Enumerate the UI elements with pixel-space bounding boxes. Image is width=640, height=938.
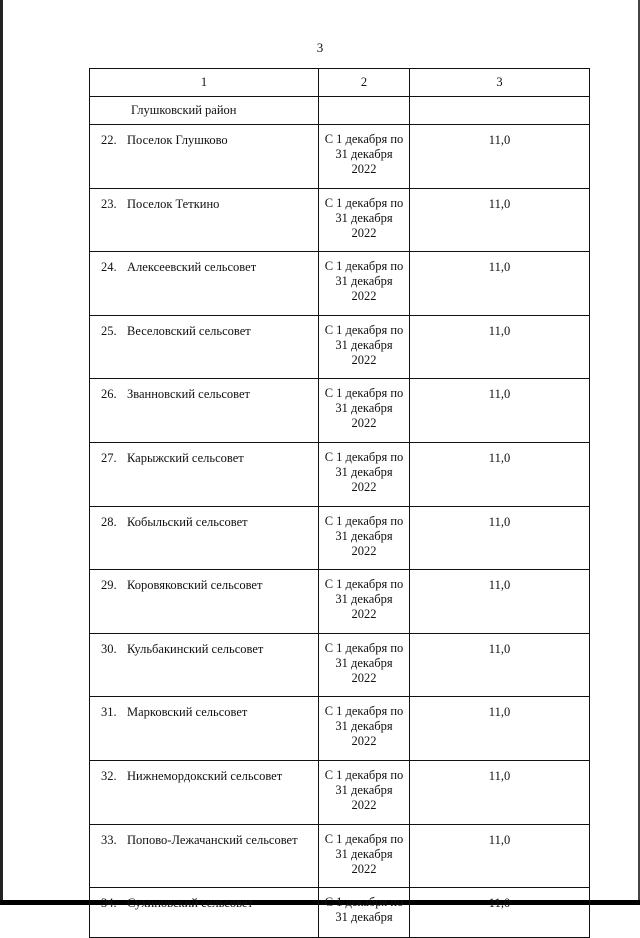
settlement-cell	[90, 760, 319, 824]
value-cell: 11,0	[410, 315, 590, 379]
period-cell	[319, 506, 410, 570]
settlement-name: Поселок Теткино	[127, 196, 220, 211]
settlement-name: Сухиновский сельсовет	[127, 896, 253, 911]
period-line: 31 декабря	[335, 910, 393, 925]
period-line: С 1 декабря по	[324, 831, 404, 846]
period-cell	[319, 570, 410, 634]
settlement-cell	[90, 888, 319, 938]
value-cell: 11,0	[410, 252, 590, 316]
row-number: 22.	[101, 133, 117, 147]
table-row	[90, 379, 590, 443]
row-number: 28.	[101, 514, 117, 529]
period-line: 31 декабря	[335, 719, 393, 734]
settlement-cell	[90, 188, 319, 252]
period-line: 2022	[351, 670, 377, 685]
settlement-name: Поселок Глушково	[127, 133, 228, 147]
period-line: 31 декабря	[335, 782, 393, 797]
settlement-name: Нижнемордокский сельсовет	[127, 768, 283, 783]
page-edge-left	[0, 0, 3, 905]
table-row	[90, 824, 590, 888]
row-number: 34.	[101, 896, 117, 911]
period-line: С 1 декабря по	[324, 322, 404, 337]
period-line: 31 декабря	[335, 528, 393, 543]
column-header-3: 3	[410, 69, 590, 97]
table-row	[90, 760, 590, 824]
settlement-name: Карыжский сельсовет	[127, 450, 244, 465]
row-number: 33.	[101, 832, 117, 847]
period-line: С 1 декабря по	[324, 195, 404, 210]
period-line: С 1 декабря по	[324, 449, 404, 464]
period-line: 31 декабря	[335, 147, 393, 161]
value-cell: 11,0	[410, 442, 590, 506]
settlement-cell	[90, 824, 319, 888]
value-cell: 11,0	[410, 633, 590, 697]
row-number: 25.	[101, 323, 117, 338]
district-empty-cell	[410, 97, 590, 125]
settlement-name: Веселовский сельсовет	[127, 323, 251, 338]
period-line: С 1 декабря по	[324, 132, 404, 146]
period-line: 31 декабря	[335, 337, 393, 352]
period-cell	[319, 125, 410, 189]
column-header-1: 1	[90, 69, 319, 97]
table-row	[90, 442, 590, 506]
period-line: С 1 декабря по	[324, 513, 404, 528]
settlement-name: Алексеевский сельсовет	[127, 260, 257, 275]
period-line: 2022	[351, 289, 377, 304]
period-line: 31 декабря	[335, 210, 393, 225]
settlement-cell	[90, 315, 319, 379]
period-line: 2022	[351, 225, 377, 240]
row-number: 31.	[101, 705, 117, 720]
page-number: 3	[316, 40, 324, 55]
period-line: С 1 декабря по	[324, 640, 404, 655]
table-row	[90, 252, 590, 316]
settlement-cell	[90, 506, 319, 570]
value-cell: 11,0	[410, 506, 590, 570]
settlement-name: Коровяковский сельсовет	[127, 578, 263, 593]
period-line: С 1 декабря по	[324, 577, 404, 592]
settlement-cell	[90, 442, 319, 506]
settlement-name: Попово-Лежачанский сельсовет	[127, 832, 298, 847]
row-number: 29.	[101, 578, 117, 593]
period-line: С 1 декабря по	[324, 259, 404, 274]
tariff-table	[89, 68, 590, 938]
period-line: 2022	[351, 162, 377, 176]
settlement-cell	[90, 697, 319, 761]
period-line: 2022	[351, 861, 377, 876]
table-row	[90, 315, 590, 379]
settlement-cell	[90, 633, 319, 697]
period-line: 2022	[351, 734, 377, 749]
period-cell	[319, 315, 410, 379]
column-header-2: 2	[319, 69, 410, 97]
period-cell	[319, 824, 410, 888]
period-cell	[319, 252, 410, 316]
period-line: 2022	[351, 543, 377, 558]
value-cell: 11,0	[410, 888, 590, 938]
period-line: 2022	[351, 352, 377, 367]
settlement-cell	[90, 570, 319, 634]
settlement-cell	[90, 252, 319, 316]
period-cell	[319, 697, 410, 761]
settlement-cell	[90, 125, 319, 189]
period-line: 2022	[351, 607, 377, 622]
row-number: 23.	[101, 196, 117, 211]
settlement-name: Кульбакинский сельсовет	[127, 641, 264, 656]
table-row	[90, 633, 590, 697]
settlement-name: Марковский сельсовет	[127, 705, 248, 720]
row-number: 30.	[101, 641, 117, 656]
table-row	[90, 188, 590, 252]
period-line: 31 декабря	[335, 401, 393, 416]
table-row	[90, 570, 590, 634]
settlement-cell	[90, 379, 319, 443]
value-cell: 11,0	[410, 697, 590, 761]
table-row	[90, 697, 590, 761]
period-line: 2022	[351, 797, 377, 812]
period-line: 31 декабря	[335, 846, 393, 861]
row-number: 27.	[101, 450, 117, 465]
period-line: 2022	[351, 479, 377, 494]
table-row	[90, 125, 590, 189]
value-cell: 11,0	[410, 824, 590, 888]
table-row	[90, 506, 590, 570]
period-line: 31 декабря	[335, 655, 393, 670]
value-cell: 11,0	[410, 379, 590, 443]
period-line: 31 декабря	[335, 464, 393, 479]
period-cell	[319, 442, 410, 506]
row-number: 32.	[101, 768, 117, 783]
period-line: 31 декабря	[335, 592, 393, 607]
district-row	[90, 97, 590, 125]
settlement-name: Кобыльский сельсовет	[127, 514, 248, 529]
settlement-name: Званновский сельсовет	[127, 387, 250, 402]
period-line: С 1 декабря по	[324, 386, 404, 401]
period-cell	[319, 188, 410, 252]
period-cell	[319, 760, 410, 824]
period-line: 2022	[351, 416, 377, 431]
period-line: С 1 декабря по	[324, 767, 404, 782]
row-number: 24.	[101, 260, 117, 275]
district-name: Глушковский район	[90, 97, 319, 125]
value-cell: 11,0	[410, 760, 590, 824]
period-cell	[319, 888, 410, 938]
period-cell	[319, 379, 410, 443]
table-header-row	[90, 69, 590, 97]
value-cell: 11,0	[410, 570, 590, 634]
value-cell: 11,0	[410, 188, 590, 252]
period-line: С 1 декабря по	[324, 704, 404, 719]
row-number: 26.	[101, 387, 117, 402]
period-cell	[319, 633, 410, 697]
district-empty-cell	[319, 97, 410, 125]
value-cell: 11,0	[410, 125, 590, 189]
period-line: С 1 декабря по	[324, 895, 404, 910]
period-line: 31 декабря	[335, 274, 393, 289]
table-row	[90, 888, 590, 938]
